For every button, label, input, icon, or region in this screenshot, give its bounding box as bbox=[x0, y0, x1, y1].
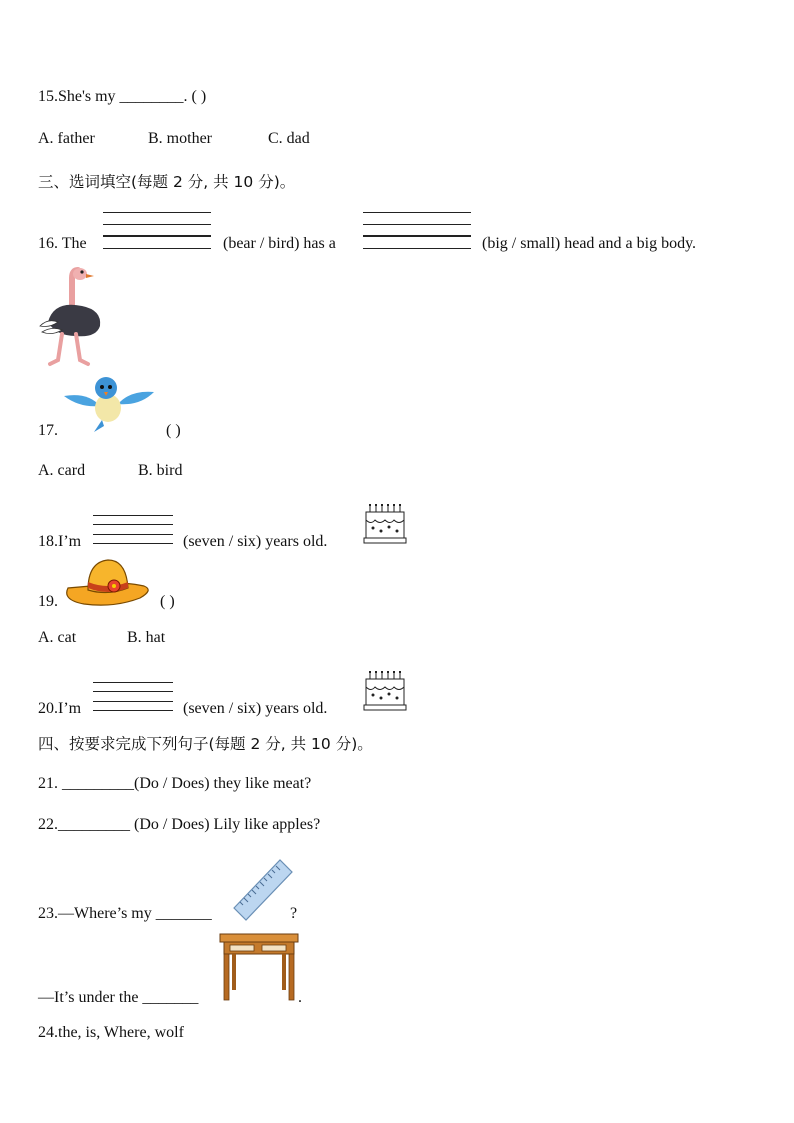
q19-number: 19. bbox=[38, 593, 58, 610]
q17-answer-paren[interactable]: ( ) bbox=[166, 422, 181, 439]
q16-number: 16. The bbox=[38, 235, 87, 252]
q23-question: 23.—Where’s my _______ bbox=[38, 905, 212, 922]
q15-option-a: A. father bbox=[38, 130, 95, 147]
desk-image bbox=[218, 930, 300, 1002]
q23-period: . bbox=[298, 989, 302, 1006]
q20-choice: (seven / six) years old. bbox=[183, 700, 328, 717]
q15-stem: 15.She's my ________. ( ) bbox=[38, 88, 207, 105]
ruler-image bbox=[232, 858, 294, 922]
q17-option-b: B. bird bbox=[138, 462, 183, 479]
q21-text: 21. _________(Do / Does) they like meat? bbox=[38, 775, 312, 792]
q18-choice: (seven / six) years old. bbox=[183, 533, 328, 550]
q15-option-c: C. dad bbox=[268, 130, 310, 147]
section-3-title: 三、选词填空(每题 2 分, 共 10 分)。 bbox=[38, 173, 296, 191]
q16-writing-lines-2[interactable] bbox=[363, 212, 471, 250]
q20-number: 20.I’m bbox=[38, 700, 82, 717]
birthday-cake-image bbox=[362, 500, 408, 546]
ostrich-image bbox=[38, 264, 108, 366]
section-4-title: 四、按要求完成下列句子(每题 2 分, 共 10 分)。 bbox=[38, 735, 373, 753]
q24-text: 24.the, is, Where, wolf bbox=[38, 1024, 184, 1041]
bird-image bbox=[62, 374, 156, 436]
q18-writing-lines[interactable] bbox=[93, 515, 173, 545]
q19-option-a: A. cat bbox=[38, 629, 77, 646]
q16-choice-2: (big / small) head and a big body. bbox=[482, 235, 697, 252]
q18-number: 18.I’m bbox=[38, 533, 82, 550]
q22-text: 22._________ (Do / Does) Lily like apples? bbox=[38, 816, 321, 833]
q17-number: 17. bbox=[38, 422, 58, 439]
q19-answer-paren[interactable]: ( ) bbox=[160, 593, 175, 610]
q16-writing-lines-1[interactable] bbox=[103, 212, 211, 250]
q20-writing-lines[interactable] bbox=[93, 682, 173, 712]
q17-option-a: A. card bbox=[38, 462, 86, 479]
hat-image bbox=[64, 558, 150, 606]
q15-option-b: B. mother bbox=[148, 130, 212, 147]
q19-option-b: B. hat bbox=[127, 629, 166, 646]
q23-question-mark: ? bbox=[290, 905, 298, 922]
q16-choice-1: (bear / bird) has a bbox=[223, 235, 336, 252]
birthday-cake-image bbox=[362, 667, 408, 713]
q23-answer: —It’s under the _______ bbox=[38, 989, 199, 1006]
